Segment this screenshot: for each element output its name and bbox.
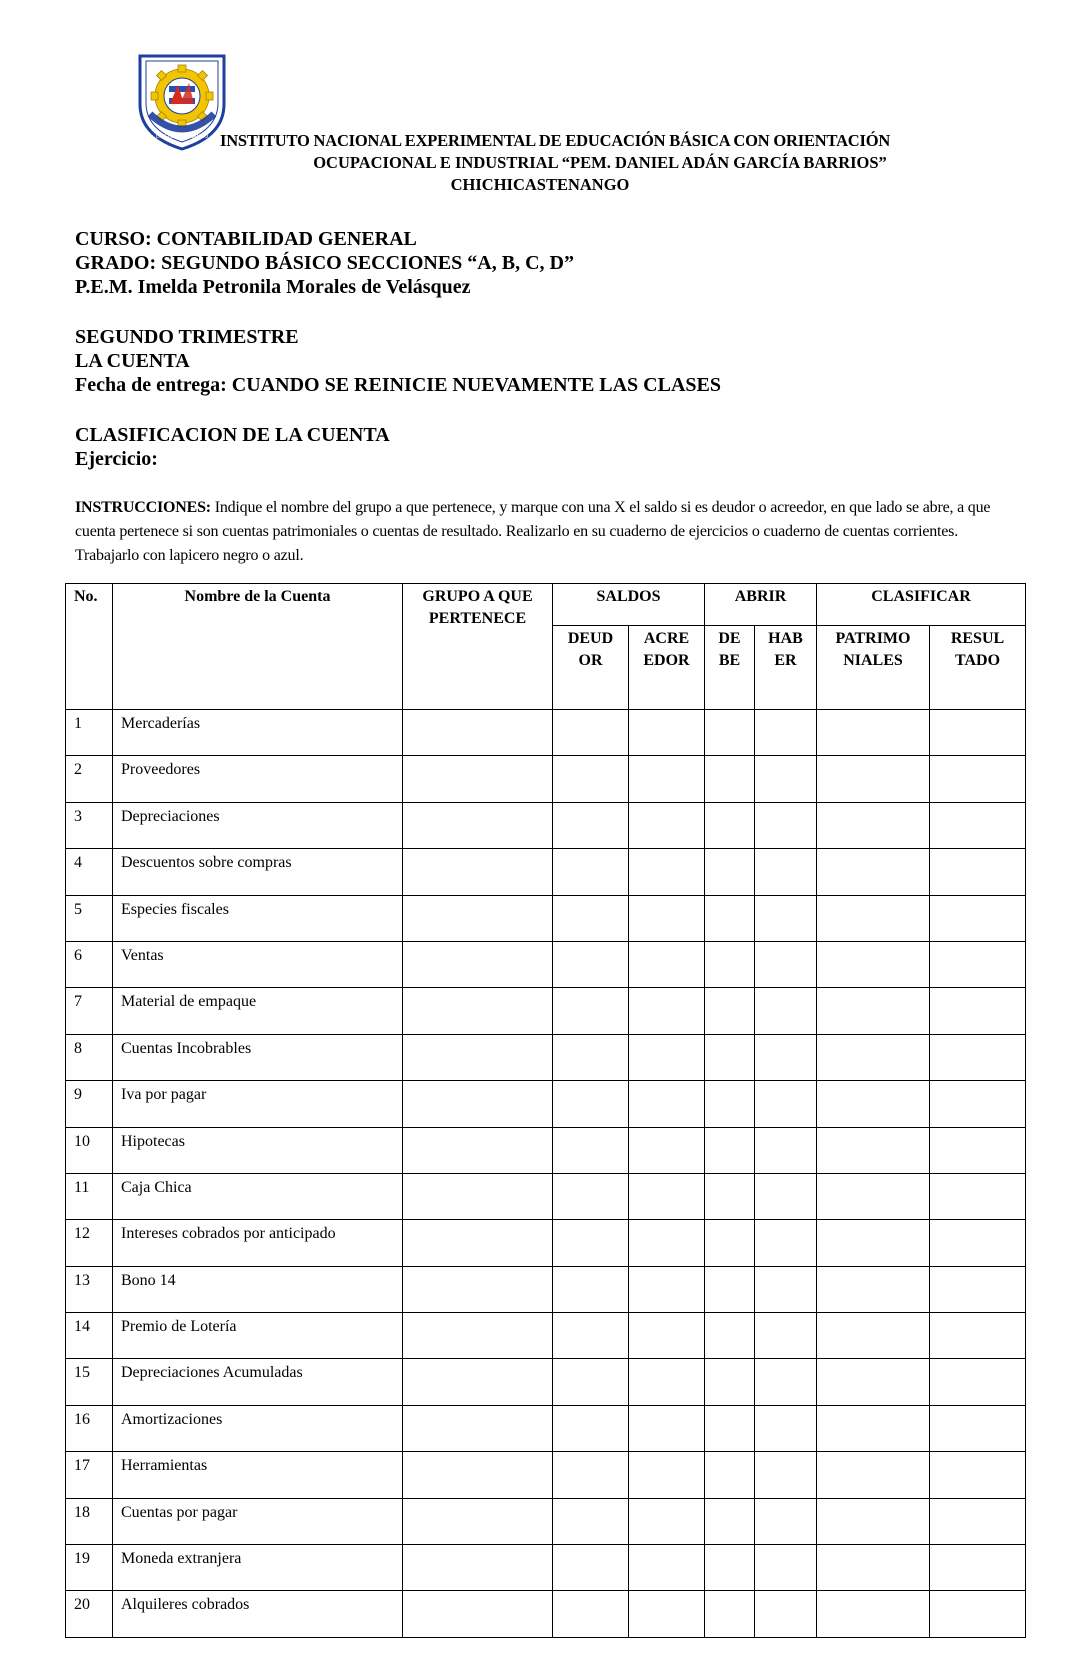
header-debtor-line-2: OR: [578, 652, 603, 669]
creditor-cell: [629, 1220, 705, 1266]
row-number: 16: [66, 1405, 113, 1451]
creditor-cell: [629, 1034, 705, 1080]
credit-cell: [755, 849, 817, 895]
debit-cell: [705, 1127, 755, 1173]
group-cell: [403, 1359, 553, 1405]
credit-cell: [755, 895, 817, 941]
table-row: [66, 1359, 1026, 1405]
topic-title: LA CUENTA: [75, 350, 190, 372]
credit-cell: [755, 988, 817, 1034]
debtor-cell: [553, 1313, 629, 1359]
header-no: No.: [66, 584, 113, 710]
accounts-table: [65, 583, 1026, 1638]
account-name: Cuentas por pagar: [113, 1498, 403, 1544]
debtor-cell: [553, 802, 629, 848]
header-creditor-line-2: EDOR: [643, 652, 690, 669]
course-name: CURSO: CONTABILIDAD GENERAL: [75, 228, 417, 250]
credit-cell: [755, 1173, 817, 1219]
row-number: 20: [66, 1591, 113, 1637]
group-cell: [403, 1313, 553, 1359]
result-cell: [930, 1266, 1026, 1312]
debtor-cell: [553, 1545, 629, 1591]
row-number: 18: [66, 1498, 113, 1544]
creditor-cell: [629, 988, 705, 1034]
instructions-paragraph: [75, 496, 1025, 568]
group-cell: [403, 1266, 553, 1312]
credit-cell: [755, 802, 817, 848]
header-group-line-1: GRUPO A QUE: [422, 588, 533, 605]
debtor-cell: [553, 1034, 629, 1080]
debtor-cell: [553, 1452, 629, 1498]
creditor-cell: [629, 1498, 705, 1544]
patrimonial-cell: [817, 1266, 930, 1312]
group-cell: [403, 1452, 553, 1498]
debtor-cell: [553, 1266, 629, 1312]
credit-cell: [755, 1127, 817, 1173]
instructions-label: INSTRUCCIONES:: [75, 499, 211, 516]
creditor-cell: [629, 1359, 705, 1405]
account-name: Ventas: [113, 941, 403, 987]
table-row: [66, 988, 1026, 1034]
debtor-cell: [553, 895, 629, 941]
debtor-cell: [553, 1591, 629, 1637]
patrimonial-cell: [817, 1220, 930, 1266]
patrimonial-cell: [817, 941, 930, 987]
account-name: Cuentas Incobrables: [113, 1034, 403, 1080]
debit-cell: [705, 1591, 755, 1637]
result-cell: [930, 1034, 1026, 1080]
patrimonial-cell: [817, 1313, 930, 1359]
patrimonial-cell: [817, 1359, 930, 1405]
row-number: 1: [66, 710, 113, 756]
account-name: Especies fiscales: [113, 895, 403, 941]
debtor-cell: [553, 1498, 629, 1544]
debit-cell: [705, 756, 755, 802]
header-result-line-1: RESUL: [950, 630, 1005, 647]
row-number: 11: [66, 1173, 113, 1219]
header-creditor-line-1: ACRE: [643, 630, 690, 647]
creditor-cell: [629, 802, 705, 848]
result-cell: [930, 988, 1026, 1034]
credit-cell: [755, 710, 817, 756]
patrimonial-cell: [817, 1591, 930, 1637]
result-cell: [930, 1498, 1026, 1544]
account-name: Bono 14: [113, 1266, 403, 1312]
table-row: [66, 1313, 1026, 1359]
table-row: [66, 941, 1026, 987]
header-account-name: Nombre de la Cuenta: [113, 584, 403, 710]
group-cell: [403, 1498, 553, 1544]
creditor-cell: [629, 1127, 705, 1173]
result-cell: [930, 895, 1026, 941]
debtor-cell: [553, 1359, 629, 1405]
account-name: Mercaderías: [113, 710, 403, 756]
institution-line-2: OCUPACIONAL E INDUSTRIAL “PEM. DANIEL ADÁN GARCÍA BARRIOS”: [313, 153, 887, 172]
row-number: 3: [66, 802, 113, 848]
row-number: 6: [66, 941, 113, 987]
table-row: [66, 1034, 1026, 1080]
account-name: Material de empaque: [113, 988, 403, 1034]
table-row: [66, 1127, 1026, 1173]
institution-line-3: CHICHICASTENANGO: [450, 175, 630, 194]
header-debit-line-2: BE: [718, 652, 741, 669]
creditor-cell: [629, 756, 705, 802]
patrimonial-cell: [817, 1173, 930, 1219]
row-number: 14: [66, 1313, 113, 1359]
patrimonial-cell: [817, 849, 930, 895]
result-cell: [930, 1313, 1026, 1359]
group-cell: [403, 1591, 553, 1637]
account-name: Caja Chica: [113, 1173, 403, 1219]
debit-cell: [705, 1545, 755, 1591]
patrimonial-cell: [817, 988, 930, 1034]
trimester-title: SEGUNDO TRIMESTRE: [75, 326, 299, 348]
header-debit-line-1: DE: [718, 630, 741, 647]
debit-cell: [705, 1266, 755, 1312]
creditor-cell: [629, 1173, 705, 1219]
creditor-cell: [629, 1452, 705, 1498]
group-cell: [403, 1034, 553, 1080]
credit-cell: [755, 1081, 817, 1127]
credit-cell: [755, 1405, 817, 1451]
account-name: Proveedores: [113, 756, 403, 802]
account-name: Depreciaciones: [113, 802, 403, 848]
creditor-cell: [629, 1591, 705, 1637]
table-row: [66, 1498, 1026, 1544]
result-cell: [930, 1173, 1026, 1219]
creditor-cell: [629, 1313, 705, 1359]
creditor-cell: [629, 1081, 705, 1127]
table-row: [66, 1266, 1026, 1312]
table-row: [66, 1173, 1026, 1219]
header-credit: [755, 626, 817, 710]
row-number: 13: [66, 1266, 113, 1312]
row-number: 10: [66, 1127, 113, 1173]
group-cell: [403, 895, 553, 941]
row-number: 19: [66, 1545, 113, 1591]
exercise-label: Ejercicio:: [75, 448, 158, 470]
course-grade: GRADO: SEGUNDO BÁSICO SECCIONES “A, B, C, D”: [75, 252, 574, 274]
creditor-cell: [629, 1266, 705, 1312]
debit-cell: [705, 895, 755, 941]
creditor-cell: [629, 1545, 705, 1591]
account-name: Iva por pagar: [113, 1081, 403, 1127]
credit-cell: [755, 1591, 817, 1637]
debit-cell: [705, 802, 755, 848]
account-name: Alquileres cobrados: [113, 1591, 403, 1637]
account-name: Premio de Lotería: [113, 1313, 403, 1359]
result-cell: [930, 1359, 1026, 1405]
table-row: [66, 1220, 1026, 1266]
table-row: [66, 802, 1026, 848]
header-credit-line-2: ER: [774, 652, 797, 669]
header-patrimonial: [817, 626, 930, 710]
group-cell: [403, 1405, 553, 1451]
table-row: [66, 1081, 1026, 1127]
header-debit: [705, 626, 755, 710]
account-name: Herramientas: [113, 1452, 403, 1498]
instructions-text: Indique el nombre del grupo a que pertenece, y marque con una X el saldo si es deudor o acreedor, en que lado se abre, a que cuenta pertenece si son cuentas patrimoniales o cuentas de resultado. Realizarlo en su cuaderno de ejercicios o cuaderno de cuentas corrientes. Trabajarlo con lapicero negro o azul.: [75, 499, 991, 564]
header-patrimonial-line-2: NIALES: [843, 652, 903, 669]
patrimonial-cell: [817, 710, 930, 756]
header-credit-line-1: HAB: [768, 630, 803, 647]
result-cell: [930, 1405, 1026, 1451]
row-number: 17: [66, 1452, 113, 1498]
header-debtor: [553, 626, 629, 710]
patrimonial-cell: [817, 1081, 930, 1127]
table-row: [66, 1545, 1026, 1591]
patrimonial-cell: [817, 1127, 930, 1173]
table-row: [66, 849, 1026, 895]
section-title: CLASIFICACION DE LA CUENTA: [75, 424, 390, 446]
group-cell: [403, 1545, 553, 1591]
result-cell: [930, 1081, 1026, 1127]
group-cell: [403, 1173, 553, 1219]
credit-cell: [755, 1313, 817, 1359]
header-debtor-line-1: DEUD: [567, 630, 614, 647]
institution-line-1: INSTITUTO NACIONAL EXPERIMENTAL DE EDUCACIÓN BÁSICA CON ORIENTACIÓN: [220, 131, 891, 150]
school-crest-logo: [134, 52, 230, 152]
result-cell: [930, 1591, 1026, 1637]
debtor-cell: [553, 988, 629, 1034]
debtor-cell: [553, 1220, 629, 1266]
row-number: 8: [66, 1034, 113, 1080]
account-name: Hipotecas: [113, 1127, 403, 1173]
debit-cell: [705, 1405, 755, 1451]
result-cell: [930, 756, 1026, 802]
debtor-cell: [553, 1127, 629, 1173]
creditor-cell: [629, 710, 705, 756]
header-open: ABRIR: [705, 584, 817, 626]
header-result: [930, 626, 1026, 710]
patrimonial-cell: [817, 1498, 930, 1544]
patrimonial-cell: [817, 1452, 930, 1498]
patrimonial-cell: [817, 756, 930, 802]
debtor-cell: [553, 1405, 629, 1451]
debit-cell: [705, 1498, 755, 1544]
creditor-cell: [629, 849, 705, 895]
group-cell: [403, 849, 553, 895]
debit-cell: [705, 988, 755, 1034]
group-cell: [403, 1220, 553, 1266]
table-row: [66, 1591, 1026, 1637]
debit-cell: [705, 1452, 755, 1498]
group-cell: [403, 756, 553, 802]
debtor-cell: [553, 1173, 629, 1219]
debtor-cell: [553, 710, 629, 756]
debit-cell: [705, 849, 755, 895]
patrimonial-cell: [817, 895, 930, 941]
table-row: [66, 1405, 1026, 1451]
credit-cell: [755, 756, 817, 802]
row-number: 5: [66, 895, 113, 941]
header-result-line-2: TADO: [954, 652, 1001, 669]
debit-cell: [705, 710, 755, 756]
creditor-cell: [629, 1405, 705, 1451]
credit-cell: [755, 1359, 817, 1405]
row-number: 12: [66, 1220, 113, 1266]
debtor-cell: [553, 849, 629, 895]
header-group: [403, 584, 553, 710]
debit-cell: [705, 1034, 755, 1080]
teacher-name: P.E.M. Imelda Petronila Morales de Velásquez: [75, 276, 471, 298]
result-cell: [930, 710, 1026, 756]
group-cell: [403, 941, 553, 987]
debit-cell: [705, 941, 755, 987]
account-name: Depreciaciones Acumuladas: [113, 1359, 403, 1405]
header-group-line-2: PERTENECE: [428, 610, 527, 627]
row-number: 7: [66, 988, 113, 1034]
result-cell: [930, 1127, 1026, 1173]
account-name: Intereses cobrados por anticipado: [113, 1220, 403, 1266]
table-row: [66, 1452, 1026, 1498]
credit-cell: [755, 1498, 817, 1544]
creditor-cell: [629, 895, 705, 941]
credit-cell: [755, 1452, 817, 1498]
header-creditor: [629, 626, 705, 710]
table-row: [66, 710, 1026, 756]
debtor-cell: [553, 756, 629, 802]
credit-cell: [755, 941, 817, 987]
debit-cell: [705, 1220, 755, 1266]
header-classify: CLASIFICAR: [817, 584, 1026, 626]
group-cell: [403, 710, 553, 756]
result-cell: [930, 1452, 1026, 1498]
result-cell: [930, 1220, 1026, 1266]
debit-cell: [705, 1313, 755, 1359]
credit-cell: [755, 1034, 817, 1080]
creditor-cell: [629, 941, 705, 987]
group-cell: [403, 1127, 553, 1173]
result-cell: [930, 802, 1026, 848]
account-name: Moneda extranjera: [113, 1545, 403, 1591]
table-row: [66, 756, 1026, 802]
debit-cell: [705, 1173, 755, 1219]
result-cell: [930, 849, 1026, 895]
header-balances: SALDOS: [553, 584, 705, 626]
credit-cell: [755, 1220, 817, 1266]
result-cell: [930, 1545, 1026, 1591]
debtor-cell: [553, 1081, 629, 1127]
header-patrimonial-line-1: PATRIMO: [835, 630, 911, 647]
group-cell: [403, 988, 553, 1034]
patrimonial-cell: [817, 1405, 930, 1451]
row-number: 4: [66, 849, 113, 895]
debit-cell: [705, 1081, 755, 1127]
account-name: Amortizaciones: [113, 1405, 403, 1451]
row-number: 2: [66, 756, 113, 802]
svg-text:CHICHICASTENANGO: CHICHICASTENANGO: [155, 134, 209, 140]
row-number: 9: [66, 1081, 113, 1127]
group-cell: [403, 802, 553, 848]
debtor-cell: [553, 941, 629, 987]
credit-cell: [755, 1545, 817, 1591]
credit-cell: [755, 1266, 817, 1312]
patrimonial-cell: [817, 1034, 930, 1080]
result-cell: [930, 941, 1026, 987]
account-name: Descuentos sobre compras: [113, 849, 403, 895]
debit-cell: [705, 1359, 755, 1405]
patrimonial-cell: [817, 1545, 930, 1591]
patrimonial-cell: [817, 802, 930, 848]
table-row: [66, 895, 1026, 941]
row-number: 15: [66, 1359, 113, 1405]
due-date: Fecha de entrega: CUANDO SE REINICIE NUEVAMENTE LAS CLASES: [75, 374, 721, 396]
group-cell: [403, 1081, 553, 1127]
